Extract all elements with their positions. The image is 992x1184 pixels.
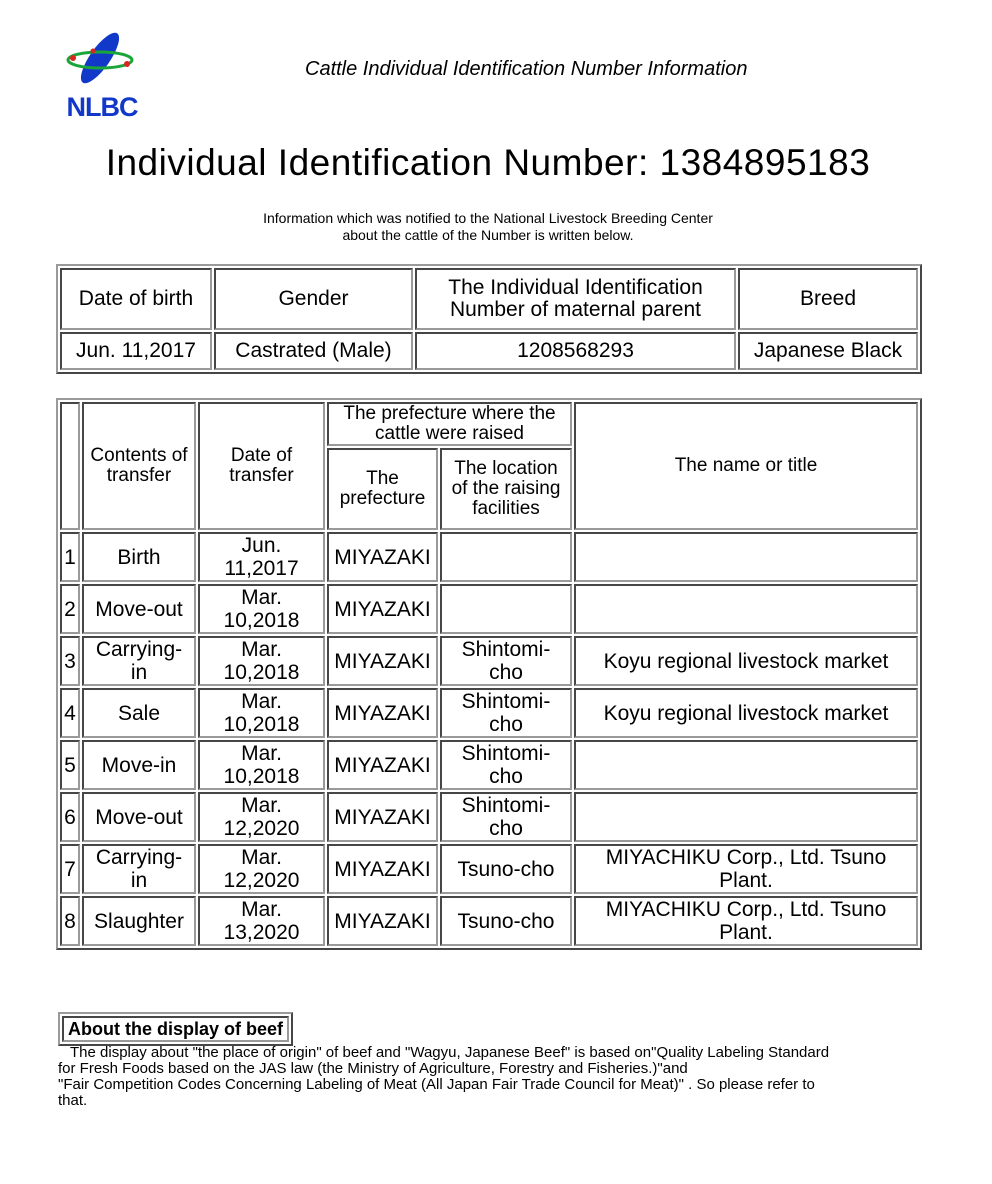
nlbc-logo [60,22,146,122]
row-contents: Move-out [82,792,196,842]
page-title [0,142,976,184]
row-name [574,792,918,842]
identification-number: 1384895183 [659,142,871,183]
about-text [58,1045,918,1109]
value-maternal-id: 1208568293 [415,332,736,370]
value-date-of-birth: Jun. 11,2017 [60,332,212,370]
logo-text: NLBC [66,92,138,122]
row-name: Koyu regional livestock market [574,688,918,738]
row-date: Mar. 10,2018 [198,584,325,634]
intro-line: about the cattle of the Number is written below. [342,227,634,243]
table-row [60,896,918,946]
header-prefecture-group: The prefecture where the cattle were raised [327,402,572,446]
value-breed: Japanese Black [738,332,918,370]
header-breed: Breed [738,268,918,330]
row-location: Shintomi-cho [440,792,572,842]
about-box [58,1012,293,1046]
row-date: Mar. 10,2018 [198,688,325,738]
table-row [60,532,918,582]
row-date: Mar. 13,2020 [198,896,325,946]
table-row [60,688,918,738]
row-name [574,532,918,582]
row-number: 5 [60,740,80,790]
row-date: Mar. 10,2018 [198,636,325,686]
row-number: 7 [60,844,80,894]
header-gender: Gender [214,268,413,330]
table-row [60,844,918,894]
row-location: Shintomi-cho [440,688,572,738]
row-contents: Carrying-in [82,844,196,894]
row-date: Jun. 11,2017 [198,532,325,582]
row-location: Shintomi-cho [440,740,572,790]
row-number: 4 [60,688,80,738]
intro-text [0,210,976,244]
row-contents: Move-out [82,584,196,634]
row-location [440,584,572,634]
row-prefecture: MIYAZAKI [327,896,438,946]
header-prefecture: The prefecture [327,448,438,530]
table-row [60,792,918,842]
row-number: 1 [60,532,80,582]
header-date-of-birth: Date of birth [60,268,212,330]
row-number: 6 [60,792,80,842]
header-location: The location of the raising facilities [440,448,572,530]
about-line: The display about "the place of origin" of beef and "Wagyu, Japanese Beef" is based on"Quality Labeling Standard [70,1044,830,1061]
row-number: 2 [60,584,80,634]
row-date: Mar. 12,2020 [198,844,325,894]
title-separator: : [637,142,649,183]
about-line: "Fair Competition Codes Concerning Labeling of Meat (All Japan Fair Trade Council for Meat)" . So please refer to [58,1076,815,1093]
header-number [60,402,80,530]
row-prefecture: MIYAZAKI [327,584,438,634]
row-location: Tsuno-cho [440,844,572,894]
value-gender: Castrated (Male) [214,332,413,370]
row-contents: Move-in [82,740,196,790]
row-contents: Sale [82,688,196,738]
row-prefecture: MIYAZAKI [327,532,438,582]
header-contents: Contents of transfer [82,402,196,530]
row-name [574,740,918,790]
header-date: Date of transfer [198,402,325,530]
row-date: Mar. 10,2018 [198,740,325,790]
row-location: Shintomi-cho [440,636,572,686]
header-maternal-id: The Individual Identification Number of maternal parent [415,268,736,330]
intro-line: Information which was notified to the National Livestock Breeding Center [263,210,713,226]
table-row [60,740,918,790]
nlbc-emblem-icon [60,22,146,122]
row-date: Mar. 12,2020 [198,792,325,842]
row-name: Koyu regional livestock market [574,636,918,686]
row-name: MIYACHIKU Corp., Ltd. Tsuno Plant. [574,844,918,894]
row-name: MIYACHIKU Corp., Ltd. Tsuno Plant. [574,896,918,946]
row-location [440,532,572,582]
about-line: that. [58,1092,88,1109]
row-number: 8 [60,896,80,946]
row-prefecture: MIYAZAKI [327,636,438,686]
row-number: 3 [60,636,80,686]
about-title: About the display of beef [62,1016,289,1042]
header-title: Cattle Individual Identification Number Information [305,58,748,80]
header-name: The name or title [574,402,918,530]
row-prefecture: MIYAZAKI [327,688,438,738]
row-prefecture: MIYAZAKI [327,740,438,790]
row-prefecture: MIYAZAKI [327,844,438,894]
row-prefecture: MIYAZAKI [327,792,438,842]
row-location: Tsuno-cho [440,896,572,946]
transfer-table [56,398,922,950]
summary-table [56,264,922,374]
row-contents: Birth [82,532,196,582]
title-label: Individual Identification Number [105,142,638,183]
row-contents: Slaughter [82,896,196,946]
row-name [574,584,918,634]
table-row [60,584,918,634]
table-row [60,636,918,686]
about-line: for Fresh Foods based on the JAS law (the Ministry of Agriculture, Forestry and Fisheries.)"and [58,1060,688,1077]
row-contents: Carrying-in [82,636,196,686]
